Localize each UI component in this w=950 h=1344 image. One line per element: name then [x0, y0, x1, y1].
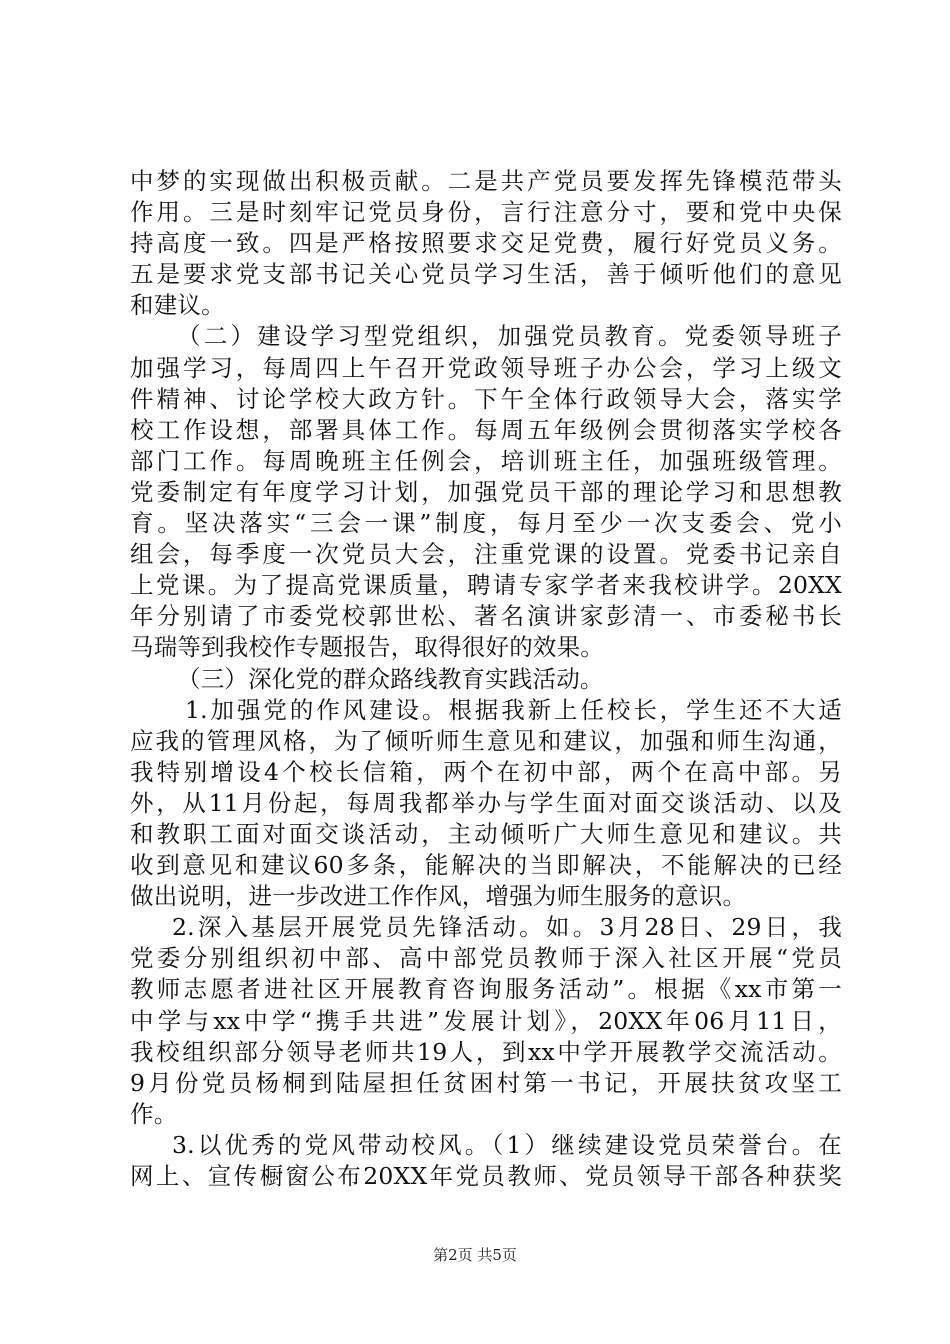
- text-line: 党委制定有年度学习计划，加强党员干部的理论学习和思想教: [130, 477, 842, 506]
- text-line: 9月份党员杨桐到陆屋担任贫困村第一书记，开展扶贫攻坚工: [130, 1068, 842, 1097]
- text-line: 和教职工面对面交谈活动，主动倾听广大师生意见和建议。共: [130, 819, 842, 848]
- text-line: 党委分别组织初中部、高中部党员教师于深入社区开展“党员: [130, 944, 842, 973]
- text-line: 年分别请了市委党校郭世松、著名演讲家彭清一、市委秘书长: [130, 602, 842, 631]
- text-line: 网上、宣传橱窗公布20XX年党员教师、党员领导干部各种获奖: [130, 1162, 842, 1190]
- text-line: 中学与xx中学“携手共进”发展计划》，20XX年06月11日，: [130, 1006, 842, 1035]
- paragraph: [130, 664, 842, 695]
- text-line: 马瑞等到我校作专题报告，取得很好的效果。: [130, 633, 604, 662]
- text-line: 五是要求党支部书记关心党员学习生活，善于倾听他们的意见: [130, 260, 842, 289]
- text-line: 收到意见和建议60多条，能解决的当即解决，不能解决的已经: [130, 851, 842, 880]
- text-line: 2.深入基层开展党员先锋活动。如。3月28日、29日，我: [172, 913, 842, 942]
- text-line: 作用。三是时刻牢记党员身份，言行注意分寸，要和党中央保: [130, 198, 842, 227]
- text-line: 3.以优秀的党风带动校风。（1）继续建设党员荣誉台。在: [172, 1130, 842, 1159]
- text-line: 我特别增设4个校长信箱，两个在初中部，两个在高中部。另: [130, 757, 842, 786]
- text-line: 外，从11月份起，每周我都举办与学生面对面交谈活动、以及: [130, 788, 842, 817]
- text-line: 育。坚决落实“三会一课”制度，每月至少一次支委会、党小: [130, 509, 842, 538]
- text-line: 上党课。为了提高党课质量，聘请专家学者来我校讲学。20XX: [130, 571, 842, 600]
- text-line: 持高度一致。四是严格按照要求交足党费，履行好党员义务。: [130, 229, 842, 258]
- text-line: 1.加强党的作风建设。根据我新上任校长，学生还不大适: [185, 695, 842, 724]
- text-line: 做出说明，进一步改进工作作风，增强为师生服务的意识。: [130, 882, 747, 911]
- text-line: 件精神、讨论学校大政方针。下午全体行政领导大会，落实学: [130, 384, 842, 413]
- text-line: 教师志愿者进社区开展教育咨询服务活动”。根据《xx市第一: [130, 975, 842, 1004]
- paragraph: [130, 166, 842, 321]
- text-line: 和建议。: [130, 291, 225, 320]
- text-line: （二）建设学习型党组织，加强党员教育。党委领导班子: [177, 322, 842, 351]
- paragraph: [130, 695, 842, 913]
- text-line: 加强学习，每周四上午召开党政领导班子办公会，学习上级文: [130, 353, 842, 382]
- paragraph: [130, 1130, 842, 1192]
- text-line: 应我的管理风格，为了倾听师生意见和建议，加强和师生沟通，: [130, 726, 842, 755]
- page-number-footer: 第2页 共5页: [433, 1246, 517, 1264]
- text-line: （三）深化党的群众路线教育实践活动。: [177, 664, 604, 693]
- text-line: 部门工作。每周晚班主任例会，培训班主任，加强班级管理。: [130, 446, 842, 475]
- text-line: 作。: [130, 1099, 178, 1128]
- text-line: 组会，每季度一次党员大会，注重党课的设置。党委书记亲自: [130, 540, 842, 569]
- document-body: [130, 166, 842, 1192]
- paragraph: [130, 912, 842, 1130]
- paragraph: [130, 321, 842, 663]
- text-line: 我校组织部分领导老师共19人，到xx中学开展教学交流活动。: [130, 1037, 842, 1066]
- text-line: 校工作设想，部署具体工作。每周五年级例会贯彻落实学校各: [130, 415, 842, 444]
- text-line: 中梦的实现做出积极贡献。二是共产党员要发挥先锋模范带头: [130, 167, 842, 195]
